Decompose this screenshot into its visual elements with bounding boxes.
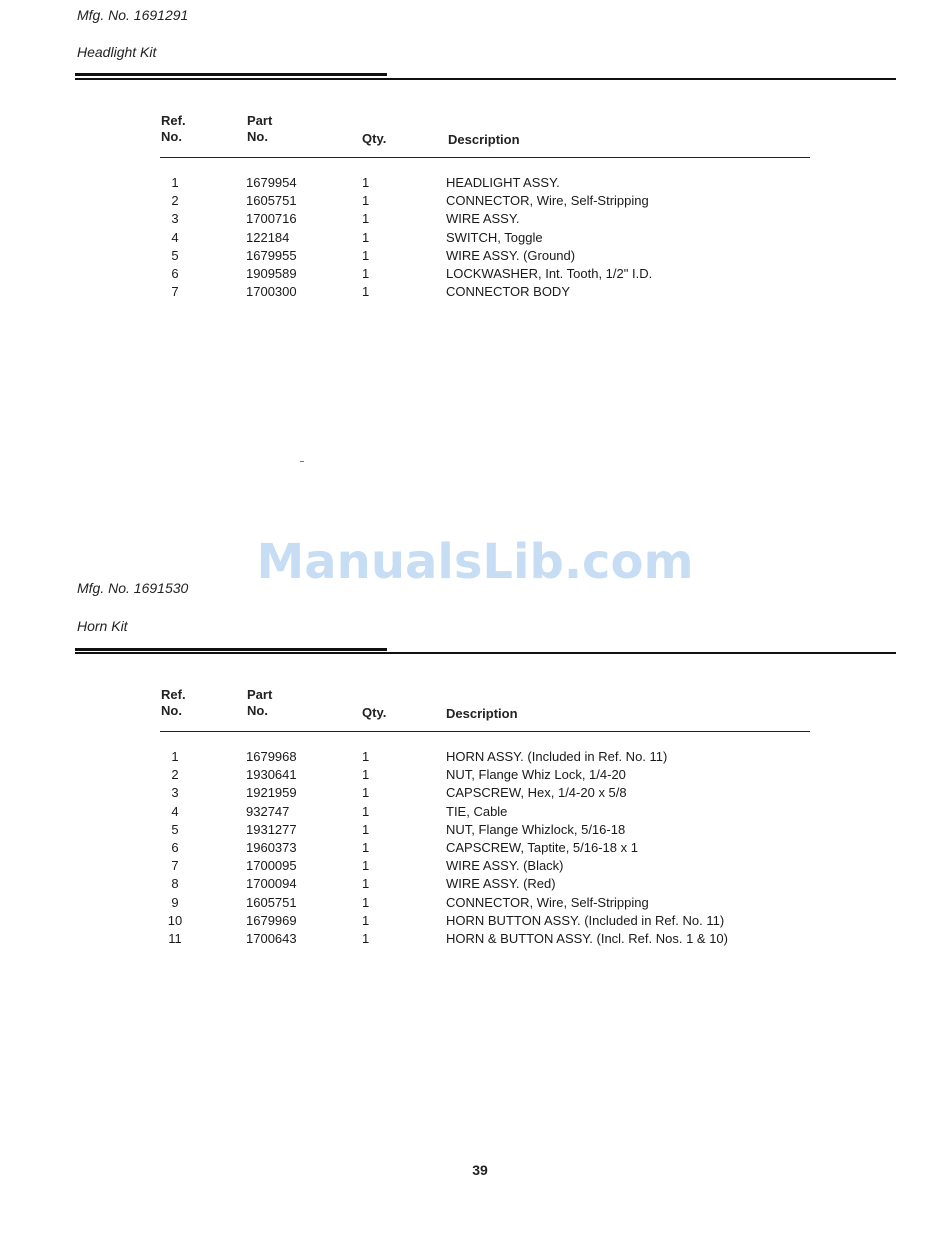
ref-no: 1 — [171, 175, 179, 190]
description: HORN ASSY. (Included in Ref. No. 11) — [446, 749, 668, 764]
table-row — [0, 930, 950, 948]
part-no: 1930641 — [246, 767, 297, 783]
part-no: 1605751 — [246, 193, 297, 209]
description: LOCKWASHER, Int. Tooth, 1/2" I.D. — [446, 265, 653, 281]
qty: 1 — [362, 749, 370, 764]
table-row — [0, 247, 950, 265]
qty: 1 — [362, 839, 370, 855]
ref-no: 6 — [171, 265, 179, 281]
qty: 1 — [362, 876, 370, 892]
ref-no: 6 — [171, 839, 179, 855]
ref-no: 2 — [171, 767, 179, 783]
header-description: Description — [448, 132, 520, 147]
part-no: 1931277 — [246, 821, 297, 837]
kit-title: Horn Kit — [77, 618, 128, 634]
header-ref — [161, 113, 186, 145]
description: SWITCH, Toggle — [446, 229, 543, 245]
table-row — [0, 803, 950, 821]
title-rule — [75, 78, 896, 80]
part-no: 1960373 — [246, 839, 297, 855]
description: WIRE ASSY. (Ground) — [446, 247, 576, 263]
qty: 1 — [362, 930, 370, 946]
ref-no: 2 — [171, 193, 179, 209]
scan-speck — [300, 461, 304, 462]
qty: 1 — [362, 912, 370, 928]
description: WIRE ASSY. — [446, 211, 520, 227]
qty: 1 — [362, 821, 370, 837]
qty: 1 — [362, 284, 370, 300]
qty: 1 — [362, 858, 370, 874]
table-row — [0, 265, 950, 283]
header-part — [247, 687, 272, 719]
watermark: ManualsLib.com — [256, 534, 694, 590]
part-no: 1679968 — [246, 749, 297, 764]
header-ref — [161, 687, 186, 719]
part-no: 122184 — [246, 229, 290, 245]
part-no: 1700643 — [246, 930, 297, 946]
part-no: 1700716 — [246, 211, 297, 227]
page-number: 39 — [472, 1162, 488, 1178]
part-no: 1700300 — [246, 284, 297, 300]
table-row — [0, 821, 950, 839]
table-row — [0, 229, 950, 247]
description: NUT, Flange Whiz Lock, 1/4-20 — [446, 767, 626, 783]
ref-no: 7 — [171, 284, 179, 300]
header-rule — [160, 157, 810, 158]
ref-no: 3 — [171, 785, 179, 801]
ref-no: 4 — [171, 229, 179, 245]
qty: 1 — [362, 211, 370, 227]
description: CONNECTOR, Wire, Self-Stripping — [446, 193, 649, 209]
table-row — [0, 174, 950, 192]
mfg-number: Mfg. No. 1691530 — [77, 580, 189, 596]
description: HORN BUTTON ASSY. (Included in Ref. No. 11) — [446, 912, 725, 928]
title-rule — [75, 652, 896, 654]
part-no: 1921959 — [246, 785, 297, 801]
table-row — [0, 784, 950, 802]
part-no: 1605751 — [246, 894, 297, 910]
mfg-number: Mfg. No. 1691291 — [77, 7, 189, 23]
title-rule-thick — [75, 648, 387, 651]
description: CAPSCREW, Hex, 1/4-20 x 5/8 — [446, 785, 627, 801]
ref-no: 5 — [171, 821, 179, 837]
part-no: 1679969 — [246, 912, 297, 928]
table-row — [0, 748, 950, 766]
ref-no: 4 — [171, 803, 179, 819]
parts-list — [0, 748, 950, 948]
description: HEADLIGHT ASSY. — [446, 175, 560, 190]
table-row — [0, 192, 950, 210]
part-no: 1700094 — [246, 876, 297, 892]
qty: 1 — [362, 265, 370, 281]
header-ref-line2: No. — [161, 703, 182, 718]
header-part-line2: No. — [247, 129, 268, 144]
qty: 1 — [362, 785, 370, 801]
table-row — [0, 875, 950, 893]
description: WIRE ASSY. (Black) — [446, 858, 564, 874]
description: CONNECTOR BODY — [446, 284, 570, 300]
part-no: 1679954 — [246, 175, 297, 190]
description: TIE, Cable — [446, 803, 508, 819]
description: CAPSCREW, Taptite, 5/16-18 x 1 — [446, 839, 638, 855]
part-no: 1909589 — [246, 265, 297, 281]
qty: 1 — [362, 193, 370, 209]
table-row — [0, 857, 950, 875]
ref-no: 9 — [171, 894, 179, 910]
ref-no: 5 — [171, 247, 179, 263]
table-row — [0, 839, 950, 857]
header-ref-line2: No. — [161, 129, 182, 144]
header-qty: Qty. — [362, 705, 387, 720]
description: HORN & BUTTON ASSY. (Incl. Ref. Nos. 1 & 10) — [446, 930, 728, 946]
header-part-line2: No. — [247, 703, 268, 718]
header-description: Description — [446, 706, 518, 721]
header-rule — [160, 731, 810, 732]
title-rule-thick — [75, 73, 387, 76]
table-row — [0, 766, 950, 784]
qty: 1 — [362, 247, 370, 263]
ref-no: 8 — [171, 876, 179, 892]
description: CONNECTOR, Wire, Self-Stripping — [446, 894, 649, 910]
part-no: 1700095 — [246, 858, 297, 874]
ref-no: 3 — [171, 211, 179, 227]
header-part-line1: Part — [247, 687, 273, 702]
table-row — [0, 283, 950, 301]
header-ref-line1: Ref. — [161, 113, 186, 128]
header-ref-line1: Ref. — [161, 687, 186, 702]
ref-no: 11 — [168, 930, 182, 946]
part-no: 932747 — [246, 803, 290, 819]
header-part — [247, 113, 272, 145]
ref-no: 1 — [171, 749, 179, 764]
header-qty: Qty. — [362, 131, 387, 146]
description: WIRE ASSY. (Red) — [446, 876, 556, 892]
description: NUT, Flange Whizlock, 5/16-18 — [446, 821, 626, 837]
qty: 1 — [362, 229, 370, 245]
ref-no: 7 — [171, 858, 179, 874]
qty: 1 — [362, 803, 370, 819]
header-part-line1: Part — [247, 113, 273, 128]
kit-title: Headlight Kit — [77, 44, 157, 60]
qty: 1 — [362, 894, 370, 910]
table-row — [0, 894, 950, 912]
ref-no: 10 — [167, 912, 183, 928]
table-row — [0, 210, 950, 228]
qty: 1 — [362, 175, 370, 190]
qty: 1 — [362, 767, 370, 783]
parts-list — [0, 174, 950, 301]
table-row — [0, 912, 950, 930]
part-no: 1679955 — [246, 247, 297, 263]
